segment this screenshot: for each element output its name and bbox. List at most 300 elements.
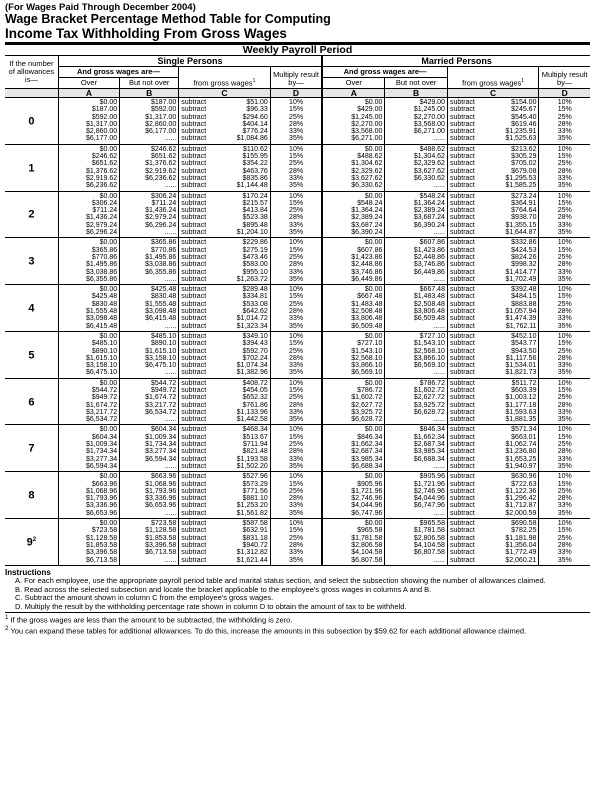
subtract-amount: subtract $835.86 bbox=[181, 174, 268, 182]
rate-percent: 10% bbox=[557, 239, 572, 247]
not-over-amount: ...... bbox=[164, 322, 177, 330]
subtract-amount: subtract $1,177.18 bbox=[449, 401, 537, 409]
rate-percent: 28% bbox=[557, 120, 572, 128]
instructions bbox=[5, 569, 590, 637]
over-amount: $1,602.72 bbox=[351, 394, 383, 402]
subtract-label: subtract bbox=[449, 135, 475, 143]
not-over-amount: ...... bbox=[433, 369, 445, 377]
rate-percent: 35% bbox=[289, 509, 304, 517]
married-from-gross-header: from gross wages$^1$ bbox=[447, 67, 538, 89]
not-over-amount: $604.34 bbox=[150, 426, 177, 434]
subtract-label: subtract bbox=[181, 448, 207, 456]
subtract-amount: subtract $51.00 bbox=[181, 99, 268, 106]
over-amount: $6,534.72 bbox=[86, 416, 118, 424]
not-over-amount: $6,390.24 bbox=[413, 221, 445, 229]
subtract-amount: subtract $1,593.63 bbox=[449, 408, 537, 416]
rate-percent: 35% bbox=[289, 416, 304, 424]
single-column-c bbox=[179, 378, 271, 425]
rate-percent: 33% bbox=[289, 315, 304, 323]
not-over-amount: $1,483.48 bbox=[413, 293, 445, 301]
rate-percent: 35% bbox=[557, 509, 572, 517]
subtract-label: subtract bbox=[181, 99, 207, 106]
rate-percent: 25% bbox=[557, 534, 572, 542]
not-over-amount: $6,271.00 bbox=[413, 128, 445, 136]
over-amount: $3,925.72 bbox=[351, 408, 383, 416]
subtract-label: subtract bbox=[181, 520, 207, 528]
rate-percent: 25% bbox=[289, 487, 304, 495]
single-column-a bbox=[58, 472, 119, 519]
allowance-group-row bbox=[5, 378, 590, 425]
not-over-amount: $2,687.34 bbox=[413, 441, 445, 449]
not-over-amount: ...... bbox=[164, 369, 177, 377]
subtract-label: subtract bbox=[181, 182, 207, 190]
over-amount: $6,390.24 bbox=[351, 229, 383, 237]
rate-percent: 28% bbox=[289, 495, 304, 503]
subtract-label: subtract bbox=[449, 207, 475, 215]
over-amount: $0.00 bbox=[99, 99, 118, 106]
subtract-label: subtract bbox=[449, 182, 475, 190]
not-over-amount: $1,781.58 bbox=[413, 527, 445, 535]
subtract-label: subtract bbox=[449, 347, 475, 355]
not-over-amount: $1,721.96 bbox=[413, 480, 445, 488]
not-over-amount: $667.48 bbox=[419, 286, 445, 294]
rate-percent: 35% bbox=[557, 556, 572, 564]
rate-percent: 35% bbox=[289, 135, 304, 143]
subtract-label: subtract bbox=[181, 354, 207, 362]
rate-percent: 28% bbox=[289, 541, 304, 549]
over-amount: $6,594.34 bbox=[86, 462, 118, 470]
not-over-amount: $890.10 bbox=[150, 340, 177, 348]
subtract-label: subtract bbox=[449, 239, 475, 247]
subtract-amount: subtract $1,295.53 bbox=[449, 174, 537, 182]
over-amount: $0.00 bbox=[99, 332, 118, 340]
rate-percent: 35% bbox=[557, 462, 572, 470]
subtract-label: subtract bbox=[181, 556, 207, 564]
subtract-label: subtract bbox=[181, 275, 207, 283]
not-over-amount: $2,979.24 bbox=[145, 214, 177, 222]
over-amount: $544.72 bbox=[91, 386, 118, 394]
subtract-amount: subtract $881.10 bbox=[181, 495, 268, 503]
over-amount: $6,713.58 bbox=[86, 556, 118, 564]
rate-percent: 15% bbox=[289, 340, 304, 348]
subtract-amount: subtract $1,474.39 bbox=[449, 315, 537, 323]
subtract-label: subtract bbox=[449, 495, 475, 503]
subtract-amount: subtract $940.72 bbox=[181, 541, 268, 549]
column-letter: A bbox=[322, 89, 385, 98]
single-column-d bbox=[270, 378, 322, 425]
subtract-label: subtract bbox=[181, 229, 207, 237]
over-amount: $2,508.48 bbox=[351, 308, 383, 316]
subtract-amount: subtract $690.58 bbox=[449, 520, 537, 528]
subtract-label: subtract bbox=[449, 113, 475, 121]
single-from-gross-header: from gross wages$^1$ bbox=[179, 67, 270, 89]
not-over-amount: ...... bbox=[164, 416, 177, 424]
not-over-amount: ...... bbox=[164, 229, 177, 237]
not-over-amount: $4,044.96 bbox=[413, 495, 445, 503]
not-over-amount: $6,475.10 bbox=[145, 362, 177, 370]
not-over-amount: $6,296.24 bbox=[145, 221, 177, 229]
over-amount: $429.00 bbox=[357, 106, 383, 114]
not-over-amount: $429.00 bbox=[419, 99, 445, 106]
over-amount: $1,615.10 bbox=[86, 354, 118, 362]
over-amount: $0.00 bbox=[364, 426, 383, 434]
over-amount: $485.10 bbox=[91, 340, 118, 348]
over-amount: $1,483.48 bbox=[351, 300, 383, 308]
single-column-b bbox=[120, 472, 179, 519]
rate-percent: 10% bbox=[557, 145, 572, 153]
over-amount: $711.24 bbox=[92, 207, 118, 215]
not-over-amount: $2,806.58 bbox=[413, 534, 445, 542]
rate-percent: 25% bbox=[289, 253, 304, 261]
subtract-amount: subtract $1,702.49 bbox=[449, 275, 537, 283]
single-column-b bbox=[120, 144, 179, 191]
rate-percent: 25% bbox=[557, 253, 572, 261]
married-column-d bbox=[539, 238, 590, 285]
not-over-amount: $1,068.96 bbox=[145, 480, 177, 488]
rate-percent: 33% bbox=[557, 408, 572, 416]
subtract-label: subtract bbox=[181, 145, 207, 153]
married-column-d bbox=[539, 378, 590, 425]
rate-percent: 35% bbox=[557, 229, 572, 237]
over-amount: $6,807.58 bbox=[351, 556, 383, 564]
over-amount: $2,806.58 bbox=[351, 541, 383, 549]
subtract-label: subtract bbox=[181, 128, 207, 136]
rate-percent: 15% bbox=[557, 153, 572, 161]
single-column-d bbox=[270, 331, 322, 378]
over-amount: $1,793.96 bbox=[86, 495, 118, 503]
married-not-over-header: But not over bbox=[385, 78, 448, 89]
single-column-b bbox=[120, 378, 179, 425]
subtract-label: subtract bbox=[181, 347, 207, 355]
over-amount: $1,674.72 bbox=[86, 401, 118, 409]
over-amount: $3,687.24 bbox=[351, 221, 383, 229]
subtract-label: subtract bbox=[181, 167, 207, 175]
rate-percent: 15% bbox=[557, 106, 572, 114]
subtract-amount: subtract $523.38 bbox=[181, 214, 268, 222]
not-over-amount: $6,509.48 bbox=[413, 315, 445, 323]
over-amount: $6,177.00 bbox=[86, 135, 118, 143]
subtract-label: subtract bbox=[449, 246, 475, 254]
over-amount: $0.00 bbox=[99, 473, 118, 481]
single-column-a bbox=[58, 519, 119, 566]
subtract-label: subtract bbox=[181, 214, 207, 222]
married-column-c bbox=[447, 331, 539, 378]
rate-percent: 15% bbox=[557, 433, 572, 441]
wage-bracket-table bbox=[5, 98, 590, 566]
column-letter: D bbox=[539, 89, 590, 98]
subtract-label: subtract bbox=[449, 441, 475, 449]
not-over-amount: $651.62 bbox=[150, 153, 177, 161]
wage-period-note: (For Wages Paid Through December 2004) bbox=[5, 2, 196, 13]
rate-percent: 35% bbox=[289, 369, 304, 377]
over-amount: $0.00 bbox=[364, 473, 383, 481]
rate-percent: 25% bbox=[289, 534, 304, 542]
allowance-group-row bbox=[5, 331, 590, 378]
single-column-b bbox=[120, 519, 179, 566]
rate-percent: 25% bbox=[289, 113, 304, 121]
subtract-label: subtract bbox=[181, 293, 207, 301]
over-amount: $1,734.34 bbox=[86, 448, 118, 456]
subtract-amount: subtract $619.46 bbox=[449, 120, 537, 128]
over-amount: $306.24 bbox=[91, 199, 118, 207]
over-amount: $1,376.62 bbox=[86, 167, 118, 175]
subtract-label: subtract bbox=[449, 509, 475, 517]
rate-percent: 15% bbox=[289, 433, 304, 441]
not-over-amount: $3,627.62 bbox=[413, 167, 445, 175]
rate-percent: 33% bbox=[289, 455, 304, 463]
subtract-label: subtract bbox=[449, 520, 475, 528]
allowance-count: 7 bbox=[5, 425, 58, 472]
subtract-amount: subtract $1,940.97 bbox=[449, 462, 537, 470]
married-column-c bbox=[447, 285, 539, 332]
not-over-amount: $723.58 bbox=[150, 520, 177, 528]
table-title-line2: Income Tax Withholding From Gross Wages bbox=[5, 26, 590, 44]
not-over-amount: $3,746.86 bbox=[413, 261, 445, 269]
over-amount: $1,423.86 bbox=[351, 253, 383, 261]
not-over-amount: $2,860.00 bbox=[145, 120, 177, 128]
subtract-label: subtract bbox=[181, 541, 207, 549]
rate-percent: 28% bbox=[557, 308, 572, 316]
subtract-label: subtract bbox=[449, 473, 475, 481]
over-amount: $6,475.10 bbox=[86, 369, 118, 377]
subtract-amount: subtract $1,122.36 bbox=[449, 487, 537, 495]
allowance-count: 3 bbox=[5, 238, 58, 285]
not-over-amount: $1,436.24 bbox=[145, 207, 177, 215]
married-column-d bbox=[539, 98, 590, 144]
subtract-label: subtract bbox=[449, 300, 475, 308]
not-over-amount: ...... bbox=[433, 135, 445, 143]
not-over-amount: $3,806.48 bbox=[413, 308, 445, 316]
married-column-c bbox=[447, 238, 539, 285]
married-column-a bbox=[322, 519, 385, 566]
over-amount: $727.10 bbox=[357, 340, 383, 348]
subtract-label: subtract bbox=[449, 253, 475, 261]
subtract-amount: subtract $1,204.10 bbox=[181, 229, 268, 237]
subtract-amount: subtract $229.86 bbox=[181, 239, 268, 247]
subtract-amount: subtract $711.94 bbox=[181, 441, 268, 449]
subtract-amount: subtract $722.63 bbox=[449, 480, 537, 488]
allowance-group-row bbox=[5, 285, 590, 332]
not-over-amount: $607.86 bbox=[419, 239, 445, 247]
subtract-label: subtract bbox=[449, 268, 475, 276]
subtract-label: subtract bbox=[449, 174, 475, 182]
not-over-amount: $2,568.10 bbox=[413, 347, 445, 355]
subtract-amount: subtract $571.34 bbox=[449, 426, 537, 434]
subtract-label: subtract bbox=[449, 416, 475, 424]
married-column-a bbox=[322, 285, 385, 332]
over-amount: $0.00 bbox=[364, 145, 383, 153]
subtract-label: subtract bbox=[181, 487, 207, 495]
subtract-label: subtract bbox=[181, 386, 207, 394]
over-amount: $6,569.10 bbox=[351, 369, 383, 377]
rate-percent: 10% bbox=[289, 332, 304, 340]
not-over-amount: $2,389.24 bbox=[413, 207, 445, 215]
not-over-amount: ...... bbox=[164, 509, 177, 517]
subtract-amount: subtract $1,144.48 bbox=[181, 182, 268, 190]
rate-percent: 28% bbox=[289, 354, 304, 362]
subtract-amount: subtract $1,356.04 bbox=[449, 541, 537, 549]
subtract-label: subtract bbox=[181, 455, 207, 463]
not-over-amount: ...... bbox=[433, 462, 445, 470]
over-amount: $830.48 bbox=[91, 300, 118, 308]
not-over-amount: $830.48 bbox=[150, 293, 177, 301]
subtract-amount: subtract $334.81 bbox=[181, 293, 268, 301]
not-over-amount: $3,866.10 bbox=[413, 354, 445, 362]
over-amount: $6,449.86 bbox=[351, 275, 383, 283]
rate-percent: 33% bbox=[289, 128, 304, 136]
rate-percent: 15% bbox=[557, 386, 572, 394]
subtract-label: subtract bbox=[181, 502, 207, 510]
over-amount: $3,158.10 bbox=[86, 362, 118, 370]
subtract-amount: subtract $1,881.35 bbox=[449, 416, 537, 424]
subtract-amount: subtract $1,621.44 bbox=[181, 556, 268, 564]
rate-percent: 33% bbox=[289, 549, 304, 557]
married-column-d bbox=[539, 285, 590, 332]
not-over-amount: $6,594.34 bbox=[145, 455, 177, 463]
married-column-d bbox=[539, 519, 590, 566]
not-over-amount: $663.96 bbox=[150, 473, 177, 481]
subtract-label: subtract bbox=[181, 221, 207, 229]
over-amount: $2,627.72 bbox=[351, 401, 383, 409]
rate-percent: 35% bbox=[289, 322, 304, 330]
subtract-label: subtract bbox=[449, 487, 475, 495]
single-gross-wages-header: And gross wages are— bbox=[58, 67, 178, 78]
footnote-2: $^2$ You can expand these tables for additional allowances. To do this, increase the amounts in this subsection by $59.62 for each additional allowance claimed. bbox=[5, 625, 527, 636]
rate-percent: 28% bbox=[289, 401, 304, 409]
married-column-c bbox=[447, 425, 539, 472]
rate-percent: 15% bbox=[557, 340, 572, 348]
rate-percent: 28% bbox=[557, 401, 572, 409]
over-amount: $0.00 bbox=[364, 379, 383, 387]
subtract-label: subtract bbox=[181, 534, 207, 542]
subtract-amount: subtract $831.18 bbox=[181, 534, 268, 542]
over-amount: $2,860.00 bbox=[86, 128, 118, 136]
rate-percent: 33% bbox=[289, 221, 304, 229]
subtract-amount: subtract $998.32 bbox=[449, 261, 537, 269]
rate-percent: 15% bbox=[557, 199, 572, 207]
not-over-amount: $1,495.86 bbox=[145, 253, 177, 261]
over-amount: $592.00 bbox=[91, 113, 118, 121]
over-amount: $2,329.62 bbox=[351, 167, 383, 175]
subtract-label: subtract bbox=[449, 275, 475, 283]
over-amount: $2,746.96 bbox=[351, 495, 383, 503]
over-amount: $6,415.48 bbox=[86, 322, 118, 330]
single-column-c bbox=[179, 285, 271, 332]
over-amount: $4,044.96 bbox=[351, 502, 383, 510]
subtract-amount: subtract $452.10 bbox=[449, 332, 537, 340]
over-amount: $0.00 bbox=[99, 379, 118, 387]
subtract-amount: subtract $771.56 bbox=[181, 487, 268, 495]
document bbox=[5, 2, 590, 636]
subtract-label: subtract bbox=[449, 167, 475, 175]
subtract-amount: subtract $545.40 bbox=[449, 113, 537, 121]
subtract-amount: subtract $663.01 bbox=[449, 433, 537, 441]
over-amount: $6,688.34 bbox=[351, 462, 383, 470]
table-header bbox=[5, 44, 590, 98]
subtract-amount: subtract $394.43 bbox=[181, 340, 268, 348]
column-letter: D bbox=[270, 89, 322, 98]
subtract-amount: subtract $543.77 bbox=[449, 340, 537, 348]
rate-percent: 28% bbox=[557, 541, 572, 549]
not-over-amount: $727.10 bbox=[419, 332, 445, 340]
subtract-amount: subtract $1,653.25 bbox=[449, 455, 537, 463]
not-over-amount: ...... bbox=[164, 182, 177, 190]
not-over-amount: $905.96 bbox=[419, 473, 445, 481]
subtract-amount: subtract $305.29 bbox=[449, 153, 537, 161]
allowance-count: 0 bbox=[5, 98, 58, 144]
subtract-amount: subtract $1,561.82 bbox=[181, 509, 268, 517]
married-column-c bbox=[447, 98, 539, 144]
single-column-d bbox=[270, 285, 322, 332]
rate-percent: 28% bbox=[289, 448, 304, 456]
subtract-amount: subtract $1,414.77 bbox=[449, 268, 537, 276]
subtract-label: subtract bbox=[181, 340, 207, 348]
subtract-amount: subtract $1,074.34 bbox=[181, 362, 268, 370]
over-amount: $1,781.58 bbox=[351, 534, 383, 542]
subtract-amount: subtract $1,062.74 bbox=[449, 441, 537, 449]
subtract-label: subtract bbox=[181, 480, 207, 488]
not-over-amount: $3,277.34 bbox=[145, 448, 177, 456]
rate-percent: 28% bbox=[557, 214, 572, 222]
over-amount: $1,662.34 bbox=[351, 441, 383, 449]
single-column-a bbox=[58, 144, 119, 191]
subtract-amount: subtract $1,133.96 bbox=[181, 408, 268, 416]
married-column-b bbox=[385, 191, 448, 238]
not-over-amount: $2,627.72 bbox=[413, 394, 445, 402]
subtract-amount: subtract $821.48 bbox=[181, 448, 268, 456]
not-over-amount: $1,662.34 bbox=[413, 433, 445, 441]
subtract-amount: subtract $484.15 bbox=[449, 293, 537, 301]
subtract-amount: subtract $349.10 bbox=[181, 332, 268, 340]
allowance-group-row bbox=[5, 519, 590, 566]
rate-percent: 25% bbox=[289, 207, 304, 215]
over-amount: $1,555.48 bbox=[86, 308, 118, 316]
rate-percent: 33% bbox=[557, 174, 572, 182]
single-column-c bbox=[179, 191, 271, 238]
not-over-amount: $1,009.34 bbox=[145, 433, 177, 441]
subtract-label: subtract bbox=[181, 300, 207, 308]
subtract-amount: subtract $1,003.12 bbox=[449, 394, 537, 402]
not-over-amount: $1,674.72 bbox=[145, 394, 177, 402]
rate-percent: 35% bbox=[557, 135, 572, 143]
not-over-amount: $592.00 bbox=[150, 106, 177, 114]
subtract-amount: subtract $392.48 bbox=[449, 286, 537, 294]
subtract-label: subtract bbox=[449, 379, 475, 387]
over-amount: $3,627.62 bbox=[351, 174, 383, 182]
single-column-b bbox=[120, 98, 179, 144]
married-multiply-header: Multiply result by— bbox=[539, 67, 590, 89]
allowance-count: $9^2$ bbox=[5, 519, 58, 566]
single-column-c bbox=[179, 98, 271, 144]
not-over-amount: $4,104.58 bbox=[413, 541, 445, 549]
married-persons-header: Married Persons bbox=[322, 56, 590, 67]
not-over-amount: ...... bbox=[164, 556, 177, 564]
column-letter: C bbox=[447, 89, 538, 98]
not-over-amount: $3,925.72 bbox=[413, 401, 445, 409]
subtract-label: subtract bbox=[181, 527, 207, 535]
over-amount: $786.72 bbox=[357, 386, 383, 394]
subtract-amount: subtract $1,762.11 bbox=[449, 322, 537, 330]
single-column-a bbox=[58, 331, 119, 378]
not-over-amount: $187.00 bbox=[150, 99, 177, 106]
rate-percent: 10% bbox=[289, 192, 304, 200]
subtract-label: subtract bbox=[449, 286, 475, 294]
not-over-amount: $6,449.86 bbox=[413, 268, 445, 276]
not-over-amount: $6,569.10 bbox=[413, 362, 445, 370]
over-amount: $6,747.96 bbox=[351, 509, 383, 517]
rate-percent: 10% bbox=[289, 286, 304, 294]
not-over-amount: $949.72 bbox=[150, 386, 177, 394]
